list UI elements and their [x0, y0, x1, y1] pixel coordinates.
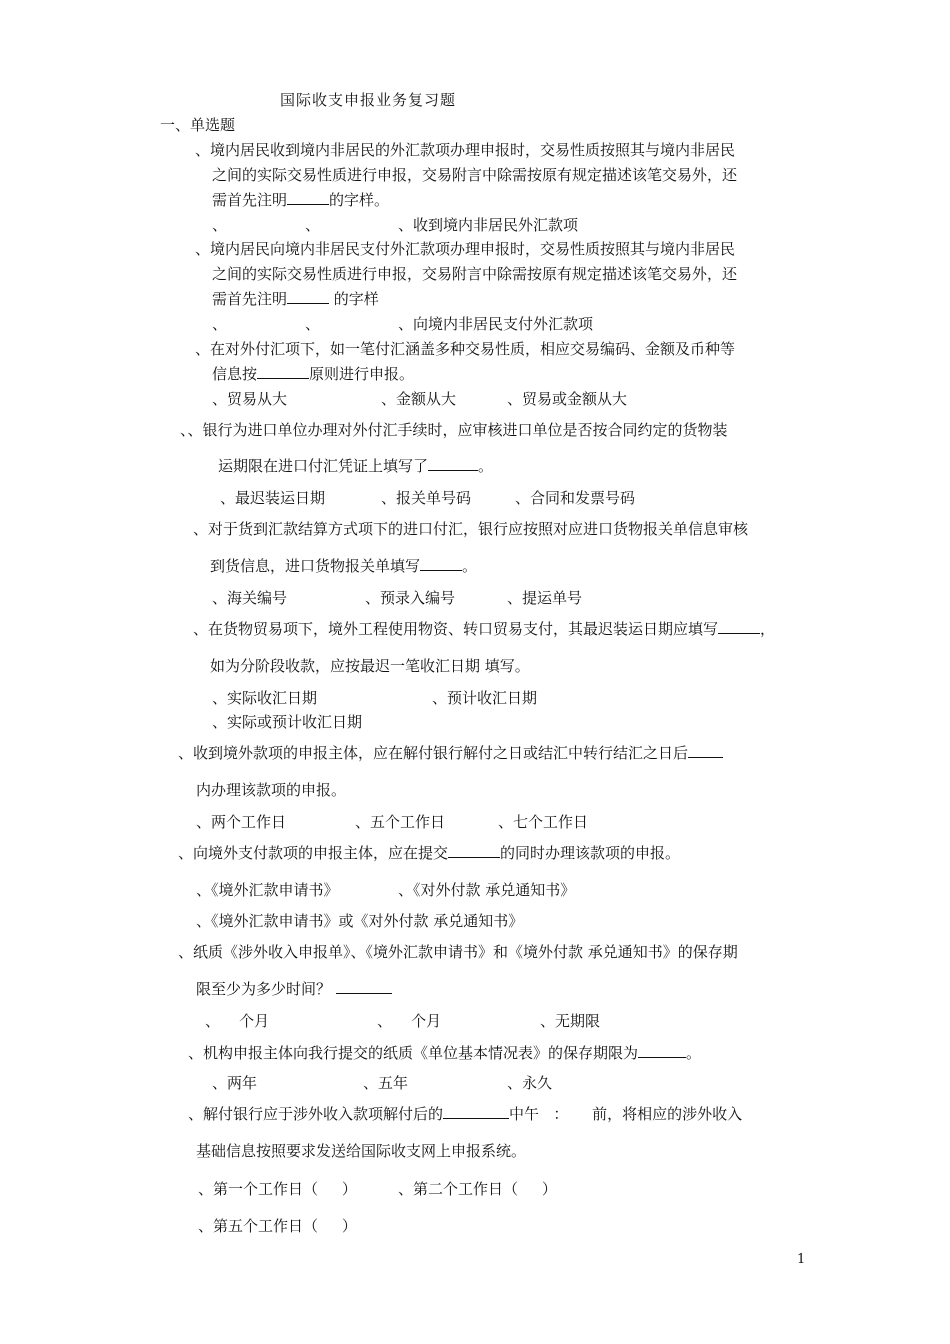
option-c: 、提运单号	[507, 589, 583, 607]
question-text: 、对于货到汇款结算方式项下的进口付汇，银行应按照对应进口货物报关单信息审核	[193, 520, 749, 538]
option-a: 、海关编号	[212, 589, 288, 607]
option-c: 、向境内非居民支付外汇款项	[398, 315, 594, 333]
option-a: 、	[212, 315, 228, 333]
question-text: 、收到境外款项的申报主体，应在解付银行解付之日或结汇中转行结汇之日后	[178, 743, 723, 763]
option-c: 、《境外汇款申请书》或《对外付款 承兑通知书》	[196, 912, 524, 930]
option-a: 、《境外汇款申请书》	[196, 881, 339, 899]
question-text: 、在货物贸易项下，境外工程使用物资、转口贸易支付，其最迟装运日期应填写 ，	[193, 620, 776, 638]
section-heading: 一、单选题	[160, 116, 236, 134]
option-b: 、五年	[363, 1074, 409, 1092]
option-c: 、永久	[507, 1074, 553, 1092]
question-text: 限至少为多少时间？	[196, 979, 392, 999]
option-b: 、预录入编号	[365, 589, 456, 607]
option-a: 、第一个工作日（ ）	[198, 1180, 357, 1198]
question-text: 内办理该款项的申报。	[196, 781, 347, 799]
question-text: 信息按 原则进行申报。	[212, 365, 415, 383]
question-text: 、纸质《涉外收入申报单》、《境外汇款申请书》和《境外付款 承兑通知书》的保存期	[178, 943, 738, 961]
option-a: 、最迟装运日期	[220, 489, 326, 507]
option-b: 、报关单号码	[381, 489, 472, 507]
option-b: 、	[305, 216, 321, 234]
option-b: 、	[305, 315, 321, 333]
option-c: 、贸易或金额从大	[507, 390, 628, 408]
option-b: 、 个月	[377, 1012, 442, 1030]
option-a: 、两年	[212, 1074, 258, 1092]
question-text: 、机构申报主体向我行提交的纸质《单位基本情况表》的保存期限为 。	[188, 1044, 702, 1062]
option-c: 、合同和发票号码	[515, 489, 636, 507]
question-text: 之间的实际交易性质进行申报，交易附言中除需按原有规定描述该笔交易外，还	[212, 166, 738, 184]
option-b: 、金额从大	[381, 390, 457, 408]
question-text: 如为分阶段收款，应按最迟一笔收汇日期 填写。	[210, 657, 530, 675]
option-a: 、两个工作日	[196, 813, 287, 831]
page-title: 国际收支申报业务复习题	[280, 91, 457, 109]
question-text: 、向境外支付款项的申报主体，应在提交 的同时办理该款项的申报。	[178, 844, 681, 862]
option-c: 、实际或预计收汇日期	[212, 713, 363, 731]
question-text: 运期限在进口付汇凭证上填写了 。	[218, 457, 494, 475]
option-c: 、收到境内非居民外汇款项	[398, 216, 579, 234]
option-c: 、七个工作日	[498, 813, 589, 831]
page-number: 1	[797, 1252, 806, 1267]
question-text: 到货信息，进口货物报关单填写 。	[210, 557, 478, 575]
option-a: 、实际收汇日期	[212, 689, 318, 707]
option-b: 、五个工作日	[355, 813, 446, 831]
option-b: 、第二个工作日（ ）	[398, 1180, 557, 1198]
option-b: 、预计收汇日期	[432, 689, 538, 707]
question-text: 、境内居民向境内非居民支付外汇款项办理申报时，交易性质按照其与境内非居民	[195, 240, 736, 258]
option-c: 、无期限	[540, 1012, 601, 1030]
question-text: 、在对外付汇项下，如一笔付汇涵盖多种交易性质，相应交易编码、金额及币种等	[195, 340, 736, 358]
question-text: 需首先注明 的字样	[212, 290, 379, 308]
question-text: 基础信息按照要求发送给国际收支网上申报系统。	[196, 1142, 527, 1160]
question-text: 、境内居民收到境内非居民的外汇款项办理申报时，交易性质按照其与境内非居民	[195, 141, 736, 159]
question-text: 需首先注明 的字样。	[212, 191, 390, 209]
question-text: 之间的实际交易性质进行申报，交易附言中除需按原有规定描述该笔交易外，还	[212, 265, 738, 283]
option-a: 、	[212, 216, 228, 234]
option-b: 、《对外付款 承兑通知书》	[398, 881, 576, 899]
option-a: 、 个月	[205, 1012, 270, 1030]
option-a: 、贸易从大	[212, 390, 288, 408]
option-c: 、第五个工作日（ ）	[198, 1217, 357, 1235]
question-text: 、解付银行应于涉外收入款项解付后的 中午 ： 前，将相应的涉外收入	[188, 1105, 743, 1123]
question-text: 、、银行为进口单位办理对外付汇手续时，应审核进口单位是否按合同约定的货物装	[180, 421, 728, 439]
